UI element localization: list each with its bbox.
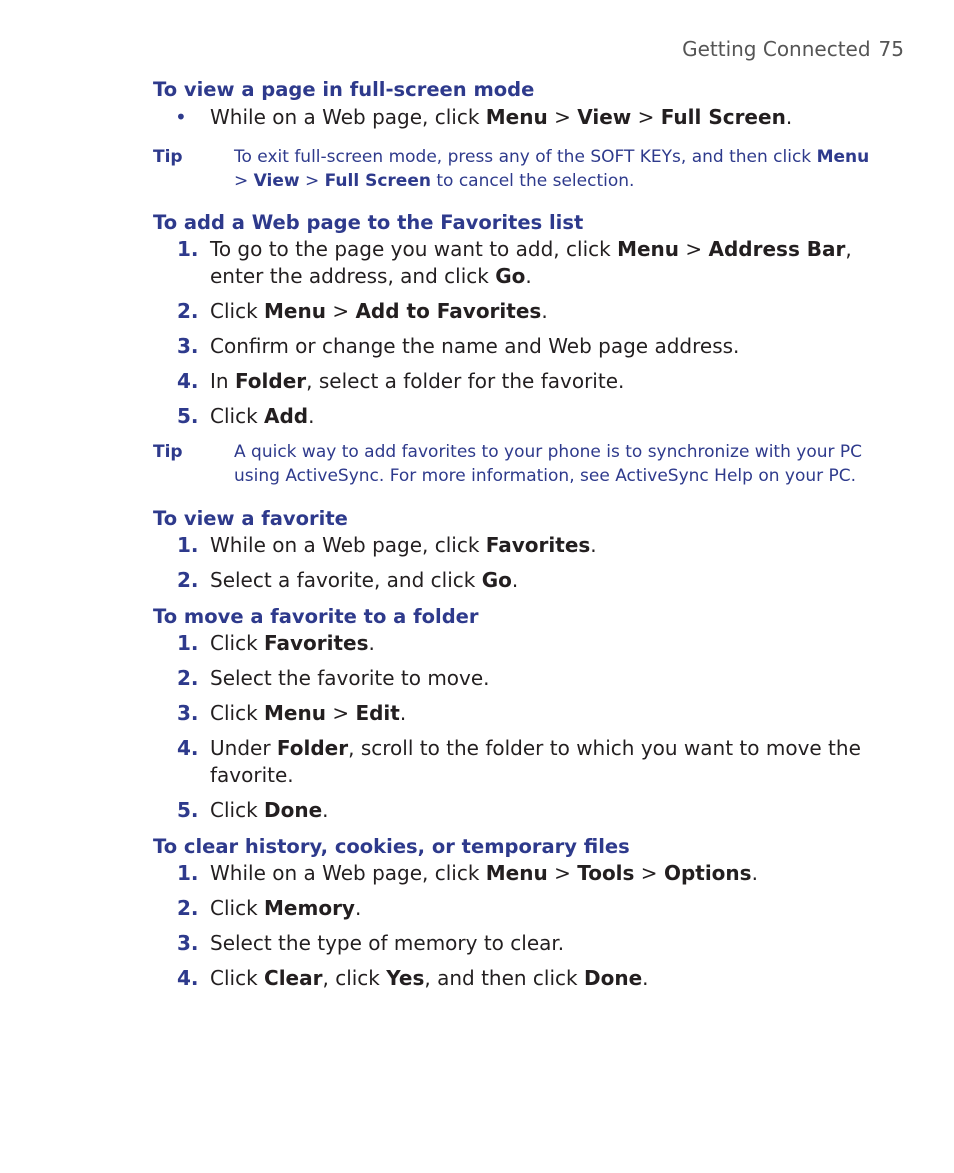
list-item: 2. Select the favorite to move. bbox=[177, 666, 490, 690]
list-item: 4. Under Folder, scroll to the folder to which you want to move the favorite. bbox=[177, 736, 861, 787]
list-item: • While on a Web page, click Menu > View > Full Screen. bbox=[175, 105, 793, 129]
section-title: To clear history, cookies, or temporary files bbox=[153, 835, 630, 858]
step-number: 3. bbox=[177, 701, 199, 725]
page-content bbox=[153, 77, 873, 1000]
section-title: To move a favorite to a folder bbox=[153, 605, 479, 628]
step-number: 2. bbox=[177, 666, 199, 690]
list-item: 1. Click Favorites. bbox=[177, 631, 375, 655]
list-item: 3. Select the type of memory to clear. bbox=[177, 931, 565, 955]
step-number: 2. bbox=[177, 299, 199, 323]
list-item: 3. Confirm or change the name and Web page address. bbox=[177, 334, 740, 358]
step-number: 2. bbox=[177, 896, 199, 920]
step-number: 1. bbox=[177, 237, 199, 261]
bullet-marker: • bbox=[175, 105, 187, 129]
step-number: 5. bbox=[177, 798, 199, 822]
list-item: 2. Select a favorite, and click Go. bbox=[177, 568, 519, 592]
list-item: 5. Click Done. bbox=[177, 798, 329, 822]
tip-label: Tip bbox=[153, 442, 183, 462]
list-item: 1. While on a Web page, click Favorites. bbox=[177, 533, 597, 557]
step-number: 1. bbox=[177, 861, 199, 885]
step-number: 1. bbox=[177, 631, 199, 655]
section-title: To add a Web page to the Favorites list bbox=[153, 211, 584, 234]
list-item: 2. Click Menu > Add to Favorites. bbox=[177, 299, 548, 323]
page-header bbox=[682, 37, 904, 61]
list-item: 1. To go to the page you want to add, click Menu > Address Bar, enter the address, and click Go. bbox=[177, 237, 852, 288]
section-view-favorite bbox=[153, 506, 873, 594]
list-item: 3. Click Menu > Edit. bbox=[177, 701, 407, 725]
section-full-screen bbox=[153, 77, 873, 131]
header-section-title: Getting Connected bbox=[682, 37, 871, 61]
step-number: 1. bbox=[177, 533, 199, 557]
section-move-favorite bbox=[153, 604, 873, 824]
section-clear-history bbox=[153, 834, 873, 992]
step-number: 2. bbox=[177, 568, 199, 592]
section-title: To view a page in full-screen mode bbox=[153, 78, 535, 101]
list-item: 4. In Folder, select a folder for the favorite. bbox=[177, 369, 625, 393]
step-number: 4. bbox=[177, 736, 199, 760]
section-title: To view a favorite bbox=[153, 507, 348, 530]
step-number: 5. bbox=[177, 404, 199, 428]
step-number: 4. bbox=[177, 369, 199, 393]
tip-note: Tip A quick way to add favorites to your phone is to synchronize with your PC using ActiveSync. For more information, see ActiveSync Help on your PC. bbox=[153, 442, 863, 486]
page-number: 75 bbox=[878, 37, 904, 61]
step-number: 3. bbox=[177, 334, 199, 358]
list-item: 2. Click Memory. bbox=[177, 896, 362, 920]
list-item: 1. While on a Web page, click Menu > Tools > Options. bbox=[177, 861, 758, 885]
step-number: 4. bbox=[177, 966, 199, 990]
section-add-favorite bbox=[153, 210, 873, 430]
tip-label: Tip bbox=[153, 147, 183, 167]
step-number: 3. bbox=[177, 931, 199, 955]
list-item: 4. Click Clear, click Yes, and then click Done. bbox=[177, 966, 649, 990]
tip-note: Tip To exit full-screen mode, press any of the SOFT KEYs, and then click Menu > View > Full Screen to cancel the selection. bbox=[153, 147, 870, 191]
list-item: 5. Click Add. bbox=[177, 404, 315, 428]
